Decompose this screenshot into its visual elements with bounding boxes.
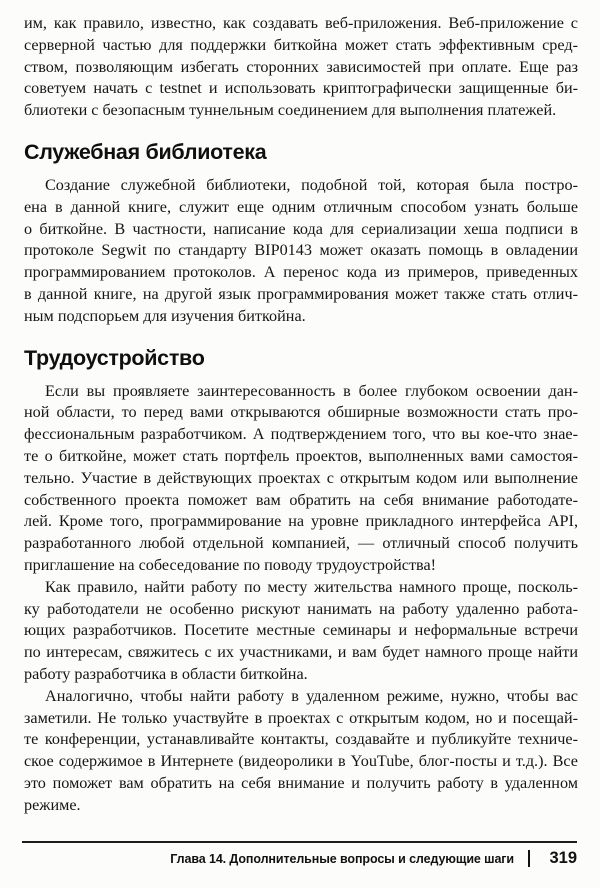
text-line: фессиональным разработчиком. А подтверждением того, что вы кое-что знае- bbox=[24, 425, 578, 444]
page-footer bbox=[22, 841, 577, 868]
text-line: ным подспорьем для изучения биткойна. bbox=[24, 306, 306, 325]
text-line: это поможет вам обратить на себя внимание и получить работу в удаленном bbox=[24, 773, 578, 792]
text-line: серверной частью для поддержки биткойна может стать эффективным сред- bbox=[24, 35, 578, 54]
text-line: Как правило, найти работу по месту жительства намного проще, посколь- bbox=[45, 577, 578, 596]
footer-page-number: 319 bbox=[549, 849, 577, 867]
footer-separator bbox=[528, 850, 530, 867]
paragraph bbox=[24, 175, 578, 328]
text-line: режиме. bbox=[24, 795, 81, 814]
text-line: блиотеки с безопасным туннельным соединением для выполнения платежей. bbox=[24, 101, 557, 120]
text-line: ством, позволяющим избегать сторонних зависимостей при оплате. Еще раз bbox=[24, 57, 578, 76]
page-content bbox=[24, 13, 578, 817]
paragraph bbox=[24, 577, 578, 686]
paragraph bbox=[24, 381, 578, 577]
section-heading: Служебная библиотека bbox=[24, 139, 267, 164]
footer-row bbox=[22, 849, 577, 868]
text-line: протоколе Segwit по стандарту BIP0143 может оказать помощь в овладении bbox=[24, 241, 578, 260]
section-heading: Трудоустройство bbox=[24, 345, 205, 370]
text-line: приглашение на собеседование по поводу трудоустройства! bbox=[24, 555, 437, 574]
text-line: разработанного любой отдельной компанией, — отличный способ получить bbox=[24, 534, 578, 553]
text-line: Аналогично, чтобы найти работу в удаленном режиме, нужно, чтобы вас bbox=[45, 686, 578, 705]
text-line: по интересам, свяжитесь с их участниками, и вам будет намного проще найти bbox=[24, 643, 578, 662]
paragraph bbox=[24, 13, 578, 122]
text-line: те о биткойне, может стать портфель проектов, выполненных вами самостоя- bbox=[24, 446, 578, 465]
text-line: им, как правило, известно, как создавать веб-приложения. Веб-приложение с bbox=[24, 14, 578, 32]
text-line: ющих разработчиков. Посетите местные семинары и неформальные встречи bbox=[24, 621, 578, 640]
text-line: в данной книге, на другой язык программирования может также стать отлич- bbox=[24, 284, 578, 303]
text-line: лей. Кроме того, программирование на уровне прикладного интерфейса API, bbox=[24, 512, 578, 531]
footer-chapter-label: Глава 14. Дополнительные вопросы и следующие шаги bbox=[170, 851, 514, 866]
text-line: программированием протоколов. А перенос кода из примеров, приведенных bbox=[24, 263, 578, 282]
footer-rule bbox=[22, 841, 577, 843]
text-line: советуем начать с testnet и использовать криптографически защищенные би- bbox=[24, 79, 578, 98]
text-line: тельно. Участие в действующих проектах с открытым кодом или выполнение bbox=[24, 468, 578, 487]
text-line: работу разработчика в области биткойна. bbox=[24, 664, 308, 683]
text-line: Если вы проявляете заинтересованность в более глубоком освоении дан- bbox=[45, 381, 578, 400]
text-line: собственного проекта поможет вам обратить на себя внимание работодате- bbox=[24, 490, 578, 509]
text-line: ку работодатели не особенно рискуют нанимать на работу удаленно работа- bbox=[24, 599, 578, 618]
text-line: Создание служебной библиотеки, подобной той, которая была постро- bbox=[45, 175, 578, 194]
text-line: о биткойне. В частности, написание кода для сериализации хеша подписи в bbox=[24, 219, 578, 238]
text-line: ена в данной книге, служит еще одним отличным способом узнать больше bbox=[24, 197, 578, 216]
paragraph bbox=[24, 686, 578, 817]
text-line: те конференции, устанавливайте контакты, создавайте и публикуйте техниче- bbox=[24, 730, 578, 749]
text-line: ной области, то перед вами открываются обширные возможности стать про- bbox=[24, 403, 578, 422]
text-line: ское содержимое в Интернете (видеоролики в YouTube, блог-посты и т.д.). Все bbox=[24, 752, 578, 771]
text-line: заметили. Не только участвуйте в проектах с открытым кодом, но и посещай- bbox=[24, 708, 578, 727]
